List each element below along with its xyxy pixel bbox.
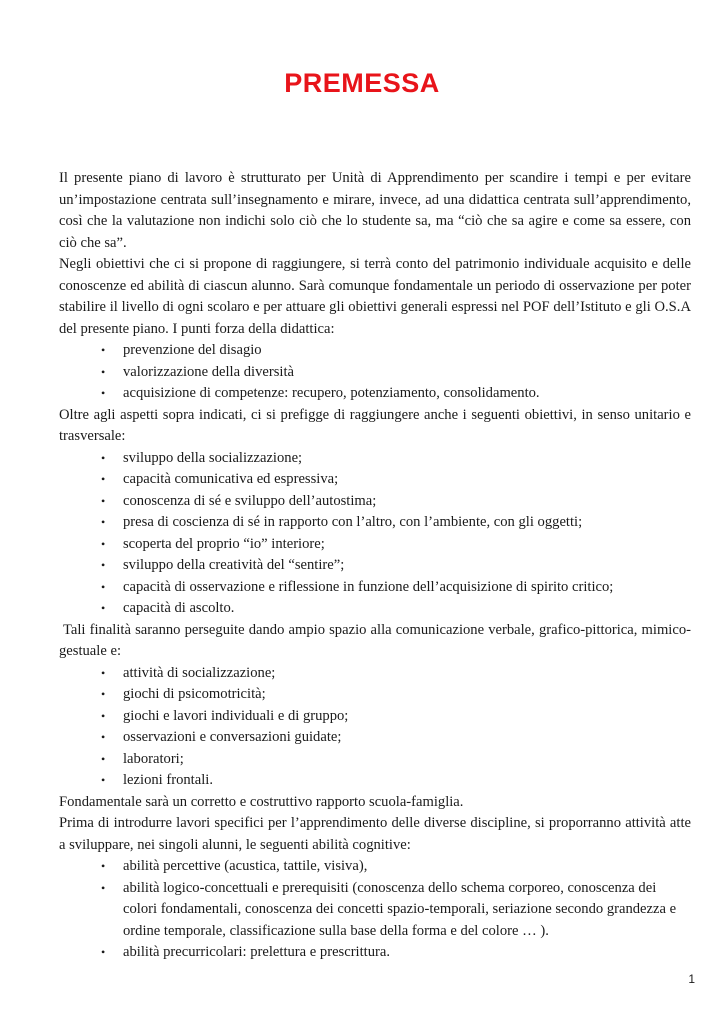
page-title: PREMESSA [284,68,440,98]
bullet-icon: • [101,343,106,357]
bullet-icon: • [101,515,106,529]
list-item-text: sviluppo della creatività del “sentire”; [123,557,345,573]
list-item-text: osservazioni e conversazioni guidate; [123,729,342,745]
paragraph-obiettivi: Negli obiettivi che ci si propone di raggiungere, si terrà conto del patrimonio individuale acquisito e delle conoscenze ed abilità di ciascun alunno. Sarà comunque fondamentale un periodo di osservazione per poter stabilire il livello di ogni scolaro e per attuare gli obiettivi generali espressi nel POF dell’Istituto e gli O.S.A del presente piano. I punti forza della didattica: [59,256,691,337]
bullet-icon: • [101,493,106,508]
list-item [59,340,691,362]
list-item-text: abilità percettive (acustica, tattile, visiva), [123,858,368,874]
paragraph-abilita: Prima di introdurre lavori specifici per l’apprendimento delle diverse discipline, si proporranno attività atte a sviluppare, nei singoli alunni, le seguenti abilità cognitive: [59,815,691,853]
bullet-icon: • [101,665,106,680]
list-item-text: giochi di psicomotricità; [123,686,266,702]
list-item [59,684,691,706]
paragraph-intro: Il presente piano di lavoro è strutturato per Unità di Apprendimento per scandire i tempi e per evitare un’impostazione centrata sull’insegnamento e mirare, invece, ad una didattica centrata sull’apprendimento, così che la valutazione non indichi solo ciò che lo studente sa, ma “ciò che sa agire e come sa essere, con ciò che sa”. [59,170,691,251]
list-item-text: capacità di osservazione e riflessione in funzione dell’acquisizione di spirito critico; [123,578,614,595]
bullet-icon: • [101,579,106,594]
list-abilita [59,856,691,964]
list-item-text: attività di socializzazione; [123,664,276,681]
list-item [59,856,691,878]
bullet-icon: • [101,730,106,744]
paragraph-finalita: Tali finalità saranno perseguite dando ampio spazio alla comunicazione verbale, grafico-pittorica, mimico-gestuale e: [59,621,691,659]
paragraph-rapporto: Fondamentale sarà un corretto e costruttivo rapporto scuola-famiglia. [59,793,464,810]
list-attivita [59,663,691,792]
bullet-icon: • [101,859,106,873]
bullet-icon: • [101,773,106,787]
list-item-text: laboratori; [123,750,184,767]
list-item [59,598,691,620]
list-item [59,727,691,749]
list-item-text: conoscenza di sé e sviluppo dell’autostima; [123,492,377,509]
list-item [59,362,691,384]
list-item [59,749,691,771]
bullet-icon: • [101,945,106,959]
bullet-icon: • [101,364,106,379]
list-item-text: abilità logico-concettuali e prerequisiti (conoscenza dello schema corporeo, conoscenza dei colori fondamentali, conoscenza dei concetti spazio-temporali, seriazione secondo grandezza e ordine temporale, classificazione sulla base della forma e del colore … ). [123,879,677,939]
bullet-icon: • [101,558,106,572]
list-item-text: acquisizione di competenze: recupero, potenziamento, consolidamento. [123,385,540,401]
list-item [59,942,691,964]
list-obiettivi [59,448,691,620]
list-item [59,469,691,491]
list-item-text: abilità precurricolari: prelettura e prescrittura. [123,944,391,960]
paragraph-aspetti: Oltre agli aspetti sopra indicati, ci si prefigge di raggiungere anche i seguenti obiettivi, in senso unitario e trasversale: [59,406,691,444]
list-item [59,770,691,792]
list-item [59,534,691,556]
list-punti-forza [59,340,691,405]
list-item-text: scoperta del proprio “io” interiore; [123,535,325,552]
list-item [59,577,691,599]
list-item-text: valorizzazione della diversità [123,363,294,380]
list-item-text: giochi e lavori individuali e di gruppo; [123,707,349,724]
list-item [59,512,691,534]
list-item-text: capacità comunicativa ed espressiva; [123,471,339,487]
bullet-icon: • [101,536,106,551]
list-item [59,491,691,513]
list-item [59,878,691,943]
list-item-text: sviluppo della socializzazione; [123,449,303,466]
bullet-icon: • [101,687,106,701]
page-number: 1 [688,972,695,986]
list-item [59,448,691,470]
bullet-icon: • [101,450,106,465]
bullet-icon: • [101,386,106,400]
bullet-icon: • [101,472,106,486]
bullet-icon: • [101,880,106,895]
bullet-icon: • [101,601,106,615]
list-item-text: presa di coscienza di sé in rapporto con l’altro, con l’ambiente, con gli oggetti; [123,514,583,530]
list-item [59,706,691,728]
list-item [59,555,691,577]
bullet-icon: • [101,708,106,723]
bullet-icon: • [101,751,106,766]
list-item-text: prevenzione del disagio [123,342,262,358]
document-body [59,168,691,964]
list-item-text: lezioni frontali. [123,772,213,788]
list-item-text: capacità di ascolto. [123,600,235,616]
list-item [59,663,691,685]
list-item [59,383,691,405]
